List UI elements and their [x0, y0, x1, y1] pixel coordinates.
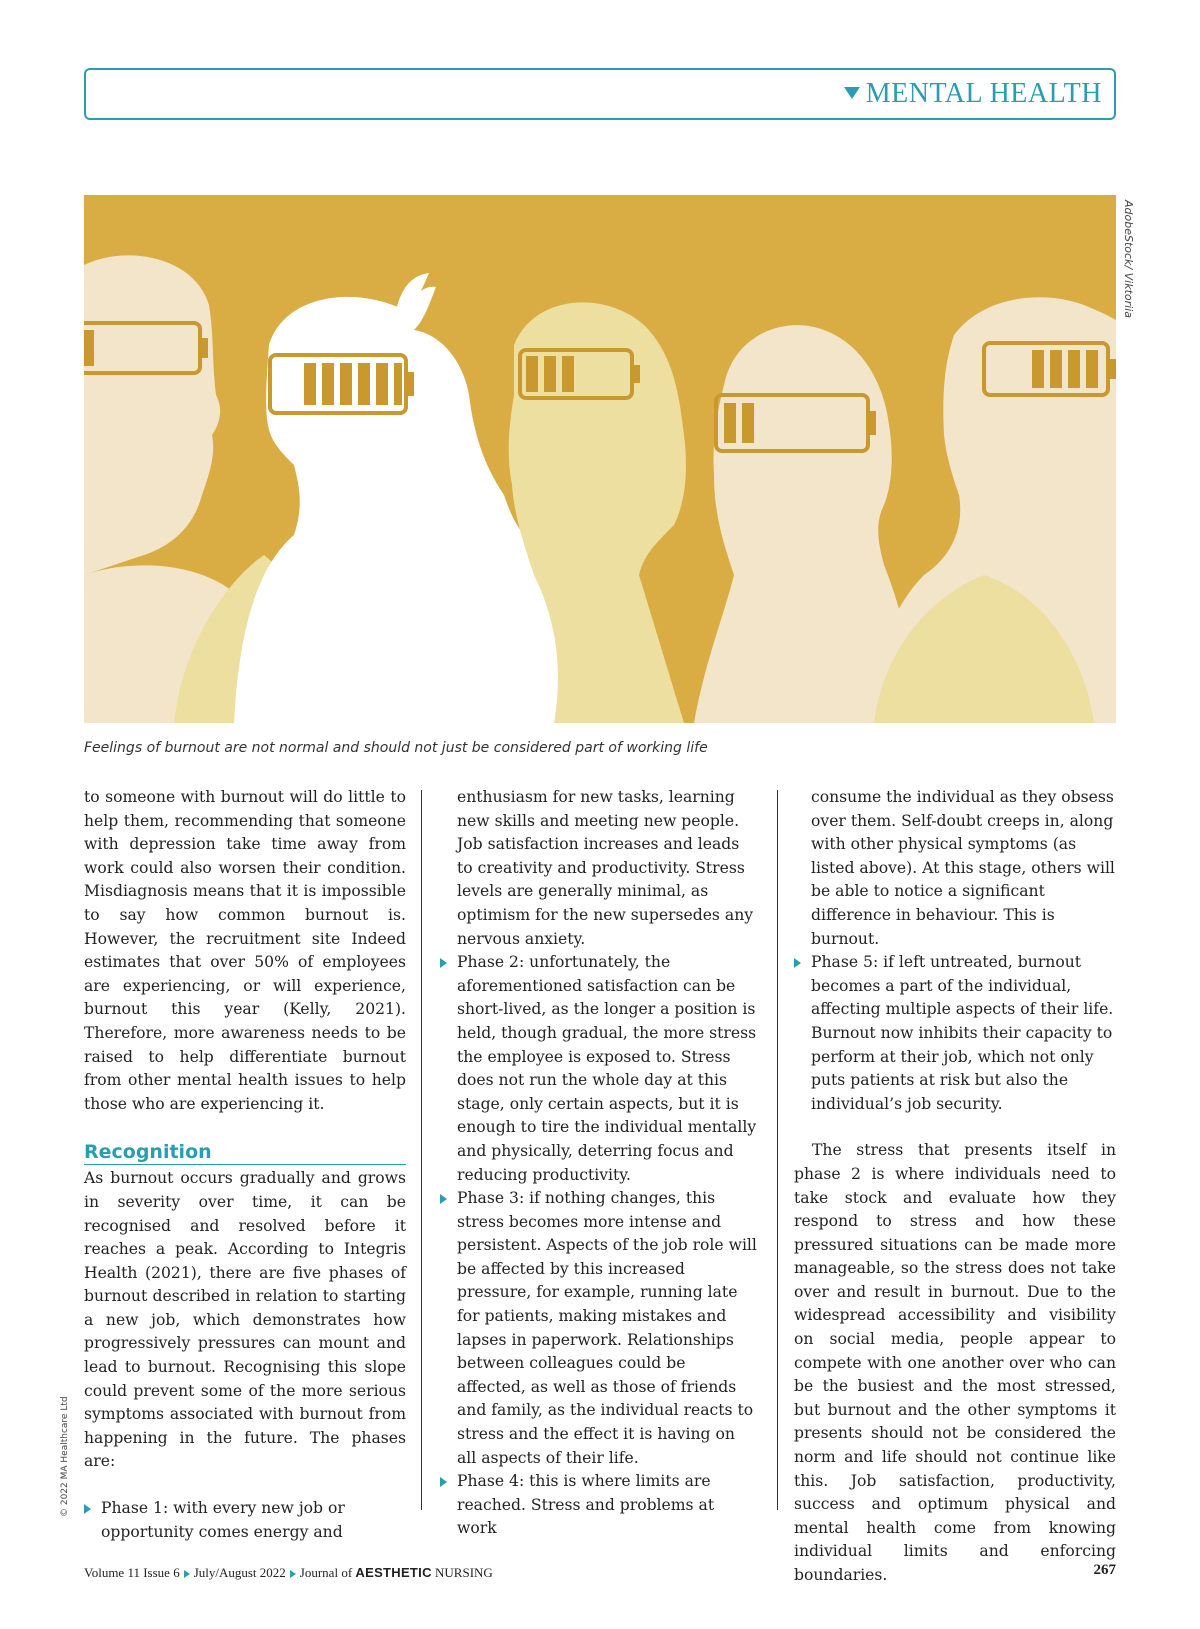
phase-4-text: Phase 4: this is where limits are reached. Stress and problems at work: [457, 1472, 715, 1538]
phase-5-text: Phase 5: if left untreated, burnout becomes a part of the individual, affecting multiple aspects of their life. Burnout now inhibits their capacity to perform at their job, which not only puts patients at risk but also the individual’s job security.: [811, 953, 1114, 1113]
bullet-arrow-icon: [794, 958, 801, 968]
article-column-1: [84, 786, 406, 1544]
article-column-3: [794, 786, 1116, 1588]
phase-2-text: Phase 2: unfortunately, the aforementioned satisfaction can be short-lived, as the longer a position is held, though gradual, the more stress the employee is exposed to. Stress does not run the whole day at this stage, only certain aspects, but it is enough to tire the individual mentally and physically, deterring focus and reducing productivity.: [457, 953, 757, 1184]
section-heading-recognition: Recognition: [84, 1140, 406, 1165]
bullet-phase-3: [440, 1187, 758, 1470]
paragraph: As burnout occurs gradually and grows in severity over time, it can be recognised and resolved before it reaches a peak. According to Integris Health (2021), there are five phases of burnout described in relation to starting a new job, which demonstrates how progressively pressures can mount and lead to burnout. Recognising this slope could prevent some of the more serious symptoms associated with burnout from happening in the future. The phases are:: [84, 1169, 406, 1471]
footer-arrow-icon: [290, 1570, 296, 1578]
footer-date: July/August 2022: [193, 1565, 286, 1580]
phase-3-text: Phase 3: if nothing changes, this stress becomes more intense and persistent. Aspects of the job role will be affected by this increased pressure, for example, running late for patients, making mistakes and lapses in paperwork. Relationships between colleagues could be affected, as well as those of friends and family, as the individual reacts to stress and the effect it is having on all aspects of their life.: [457, 1189, 757, 1467]
phase-4-continued-text: consume the individual as they obsess over them. Self-doubt creeps in, along with other physical symptoms (as listed above). At this stage, others will be able to notice a significant difference in behaviour. This is burnout.: [811, 788, 1115, 948]
paragraph: to someone with burnout will do little to help them, recommending that someone with depression take time away from work could also worsen their condition. Misdiagnosis means that it is impossible to say how common burnout is. However, the recruitment site Indeed estimates that over 50% of employees are experiencing, or will experience, burnout this year (Kelly, 2021). Therefore, more awareness needs to be raised to help differentiate burnout from other mental health issues to help those who are experiencing it.: [84, 788, 406, 1113]
triangle-down-icon: [844, 87, 860, 99]
footer-journal-bold: AESTHETIC: [355, 1565, 432, 1580]
image-credit: AdobeStock/ Viktoriia: [1122, 200, 1135, 319]
footer-arrow-icon: [184, 1570, 190, 1578]
bullet-phase-2: [440, 951, 758, 1187]
section-tag: [844, 78, 1102, 110]
bullet-phase-4-continued: [794, 786, 1116, 951]
section-header-box: [84, 68, 1116, 120]
footer-journal-prefix: Journal of: [299, 1565, 353, 1580]
bullet-phase-5: [794, 951, 1116, 1116]
bullet-arrow-icon: [440, 1194, 447, 1204]
burnout-illustration: [84, 195, 1116, 723]
column-rule-2: [777, 790, 778, 1510]
phase-1-continued-text: enthusiasm for new tasks, learning new skills and meeting new people. Job satisfaction increases and leads to creativity and productivity. Stress levels are generally minimal, as optimism for the new supersedes any nervous anxiety.: [457, 788, 754, 948]
phase-1-text: Phase 1: with every new job or opportunity comes energy and: [101, 1499, 345, 1541]
bullet-arrow-icon: [84, 1504, 91, 1514]
bullet-arrow-icon: [440, 1477, 447, 1487]
figure-caption: Feelings of burnout are not normal and should not just be considered part of working life: [84, 740, 708, 756]
copyright-notice: © 2022 MA Healthcare Ltd: [60, 1396, 70, 1517]
bullet-phase-1: [84, 1497, 406, 1544]
page-number: 267: [1093, 1562, 1116, 1578]
bullet-arrow-icon: [440, 958, 447, 968]
bullet-phase-1-continued: [440, 786, 758, 951]
footer-volume: Volume 11 Issue 6: [84, 1565, 180, 1580]
page-footer: [84, 1565, 493, 1581]
bullet-phase-4: [440, 1470, 758, 1541]
section-title: MENTAL HEALTH: [865, 78, 1102, 109]
paragraph: The stress that presents itself in phase 2 is where individuals need to take stock and evaluate how they respond to stress and how these pressured situations can be made more manageable, so the stress does not take over and result in burnout. Due to the widespread accessibility and visibility on social media, people appear to compete with one another over who can be the busiest and the most stressed, but burnout and the other symptoms it presents should not be considered the norm and life should not continue like this. Job satisfaction, productivity, success and optimum physical and mental health come from knowing individual limits and enforcing boundaries.: [794, 1141, 1116, 1584]
article-column-2: [440, 786, 758, 1541]
column-rule-1: [421, 790, 422, 1510]
footer-journal-suffix: NURSING: [435, 1565, 493, 1580]
